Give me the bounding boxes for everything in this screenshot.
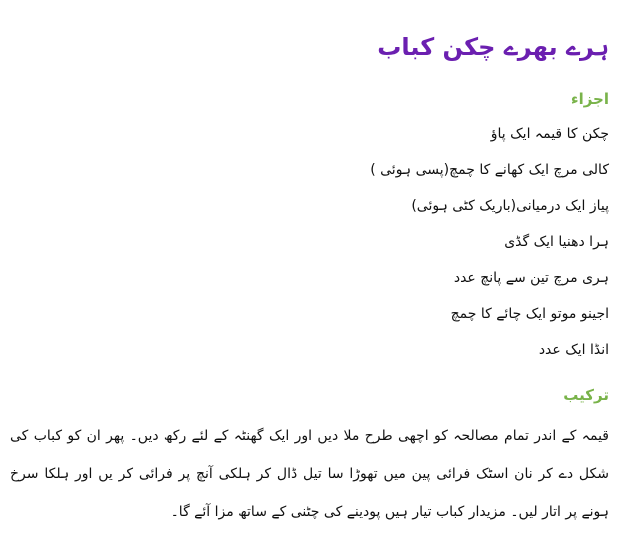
ingredient-item: اجینو موتو ایک چائے کا چمچ — [450, 306, 609, 322]
ingredients-list — [370, 120, 609, 372]
ingredients-heading: اجزاء — [570, 90, 609, 108]
ingredient-item: چکن کا قیمہ ایک پاؤ — [490, 126, 609, 142]
ingredient-item: ہری مرچ تین سے پانچ عدد — [453, 270, 609, 286]
method-paragraph: قیمہ کے اندر تمام مصالحہ کو اچھی طرح ملا دیں اور ایک گھنٹہ کے لئے رکھ دیں۔ پھر ان کو کباب کی شکل دے کر نان اسٹک فرائی پین میں تھوڑا سا تیل ڈال کر ہلکی آنچ پر فرائی کر یں اور ہلکا سرخ ہونے پر اتار لیں۔ مزیدار کباب تیار ہیں پودینے کی چٹنی کے ساتھ مزا آئے گا۔ — [10, 428, 609, 520]
ingredient-item: انڈا ایک عدد — [538, 342, 609, 358]
ingredient-item: پیاز ایک درمیانی(باریک کٹی ہوئی) — [411, 198, 609, 214]
method-heading: ترکیب — [563, 386, 609, 404]
ingredient-item: کالی مرچ ایک کھانے کا چمچ(پسی ہوئی ) — [370, 162, 609, 178]
ingredient-item: ہرا دھنیا ایک گڈی — [504, 234, 609, 250]
recipe-title: ہرے بھرے چکن کباب — [377, 33, 609, 61]
